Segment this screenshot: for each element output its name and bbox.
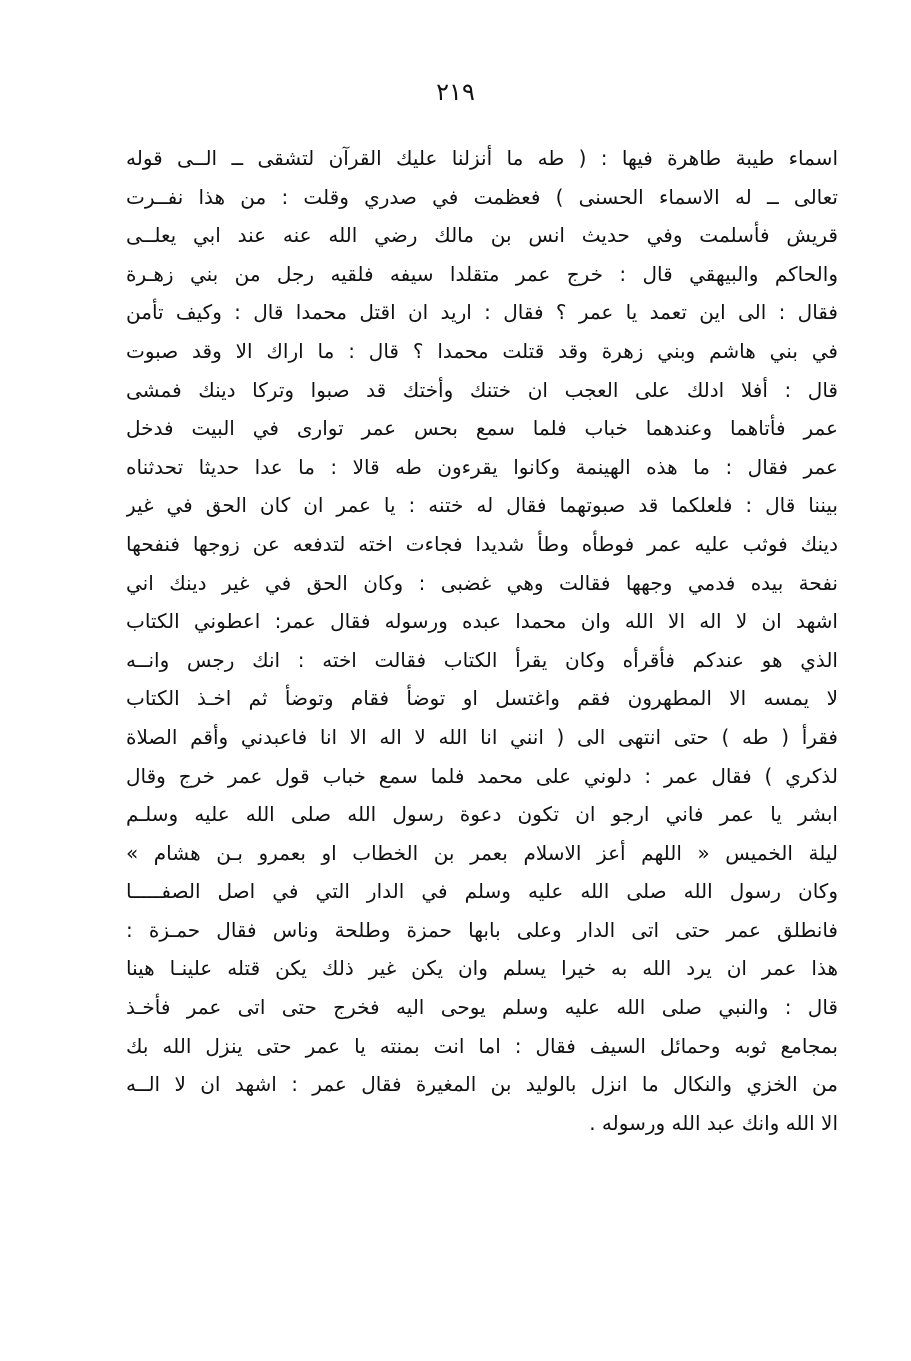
text-line: قال : والنبي صلى الله عليه وسلم يوحى اليه فخرج حتى اتى عمر فأخـذ bbox=[126, 995, 838, 1020]
text-line: والحاكم والبيهقي قال : خرج عمر متقلدا سيفه فلقيه رجل من بني زهـرة bbox=[126, 261, 838, 286]
text-line: الذي هو عندكم فأقرأه وكان يقرأ الكتاب فقالت اخته : انك رجس وانــه bbox=[126, 647, 838, 672]
text-line-last: الا الله وانك عبد الله ورسوله . bbox=[589, 1110, 838, 1135]
text-line: دينك فوثب عليه عمر فوطأه وطأ شديدا فجاءت اخته لتدفعه عن زوجها فنفحها bbox=[126, 531, 838, 556]
page-number: ٢١٩ bbox=[436, 78, 475, 106]
text-line: اسماء طيبة طاهرة فيها : ( طه ما أنزلنا عليك القرآن لتشقى ــ الــى قوله bbox=[126, 146, 838, 170]
text-line: بمجامع ثوبه وحمائل السيف فقال : اما انت بمنته يا عمر حتى ينزل الله بك bbox=[126, 1033, 838, 1058]
text-line: من الخزي والنكال ما انزل بالوليد بن المغيرة فقال عمر : اشهد ان لا الــه bbox=[126, 1072, 838, 1097]
text-line: في بني هاشم وبني زهرة وقد قتلت محمدا ؟ قال : ما اراك الا وقد صبوت bbox=[126, 338, 838, 363]
text-line: عمر فأتاهما وعندهما خباب فلما سمع بحس عمر توارى في البيت فدخل bbox=[126, 416, 838, 441]
text-line: عمر فقال : ما هذه الهينمة وكانوا يقرءون طه قالا : ما عدا حديثا تحدثناه bbox=[126, 454, 838, 479]
text-line: تعالى ــ له الاسماء الحسنى ) فعظمت في صدري وقلت : من هذا نفــرت bbox=[126, 184, 838, 209]
text-line: قال : أفلا ادلك على العجب ان ختنك وأختك قد صبوا وتركا دينك فمشى bbox=[126, 377, 838, 402]
text-line: قريش فأسلمت وفي حديث انس بن مالك رضي الله عنه عند ابي يعلــى bbox=[126, 223, 838, 248]
body-text bbox=[126, 139, 838, 1142]
text-line: نفحة بيده فدمي وجهها فقالت وهي غضبى : وكان الحق في غير دينك اني bbox=[126, 570, 838, 595]
text-line: اشهد ان لا اله الا الله وان محمدا عبده ورسوله فقال عمر: اعطوني الكتاب bbox=[126, 609, 838, 634]
text-line: لا يمسه الا المطهرون فقم واغتسل او توضأ فقام وتوضأ ثم اخـذ الكتاب bbox=[126, 686, 838, 711]
text-line: هذا عمر ان يرد الله به خيرا يسلم وان يكن غير ذلك يكن قتله علينـا هينا bbox=[126, 956, 838, 981]
text-line: فقال : الى اين تعمد يا عمر ؟ فقال : اريد ان اقتل محمدا قال : وكيف تأمن bbox=[126, 300, 838, 325]
text-line: ابشر يا عمر فاني ارجو ان تكون دعوة رسول الله صلى الله عليه وسلـم bbox=[126, 802, 838, 827]
text-line: وكان رسول الله صلى الله عليه وسلم في الدار التي في اصل الصفـــــا bbox=[126, 879, 838, 904]
text-line: فانطلق عمر حتى اتى الدار وعلى بابها حمزة وطلحة وناس فقال حمـزة : bbox=[126, 917, 838, 942]
text-line: ليلة الخميس « اللهم أعز الاسلام بعمر بن الخطاب او بعمرو بـن هشام » bbox=[126, 840, 838, 865]
text-line: لذكري ) فقال عمر : دلوني على محمد فلما سمع خباب قول عمر خرج وقال bbox=[126, 763, 838, 788]
text-line: بيننا قال : فلعلكما قد صبوتهما فقال له ختنه : يا عمر ان كان الحق في غير bbox=[126, 493, 838, 518]
text-line: فقرأ ( طه ) حتى انتهى الى ( انني انا الله لا اله الا انا فاعبدني وأقم الصلاة bbox=[126, 724, 838, 749]
